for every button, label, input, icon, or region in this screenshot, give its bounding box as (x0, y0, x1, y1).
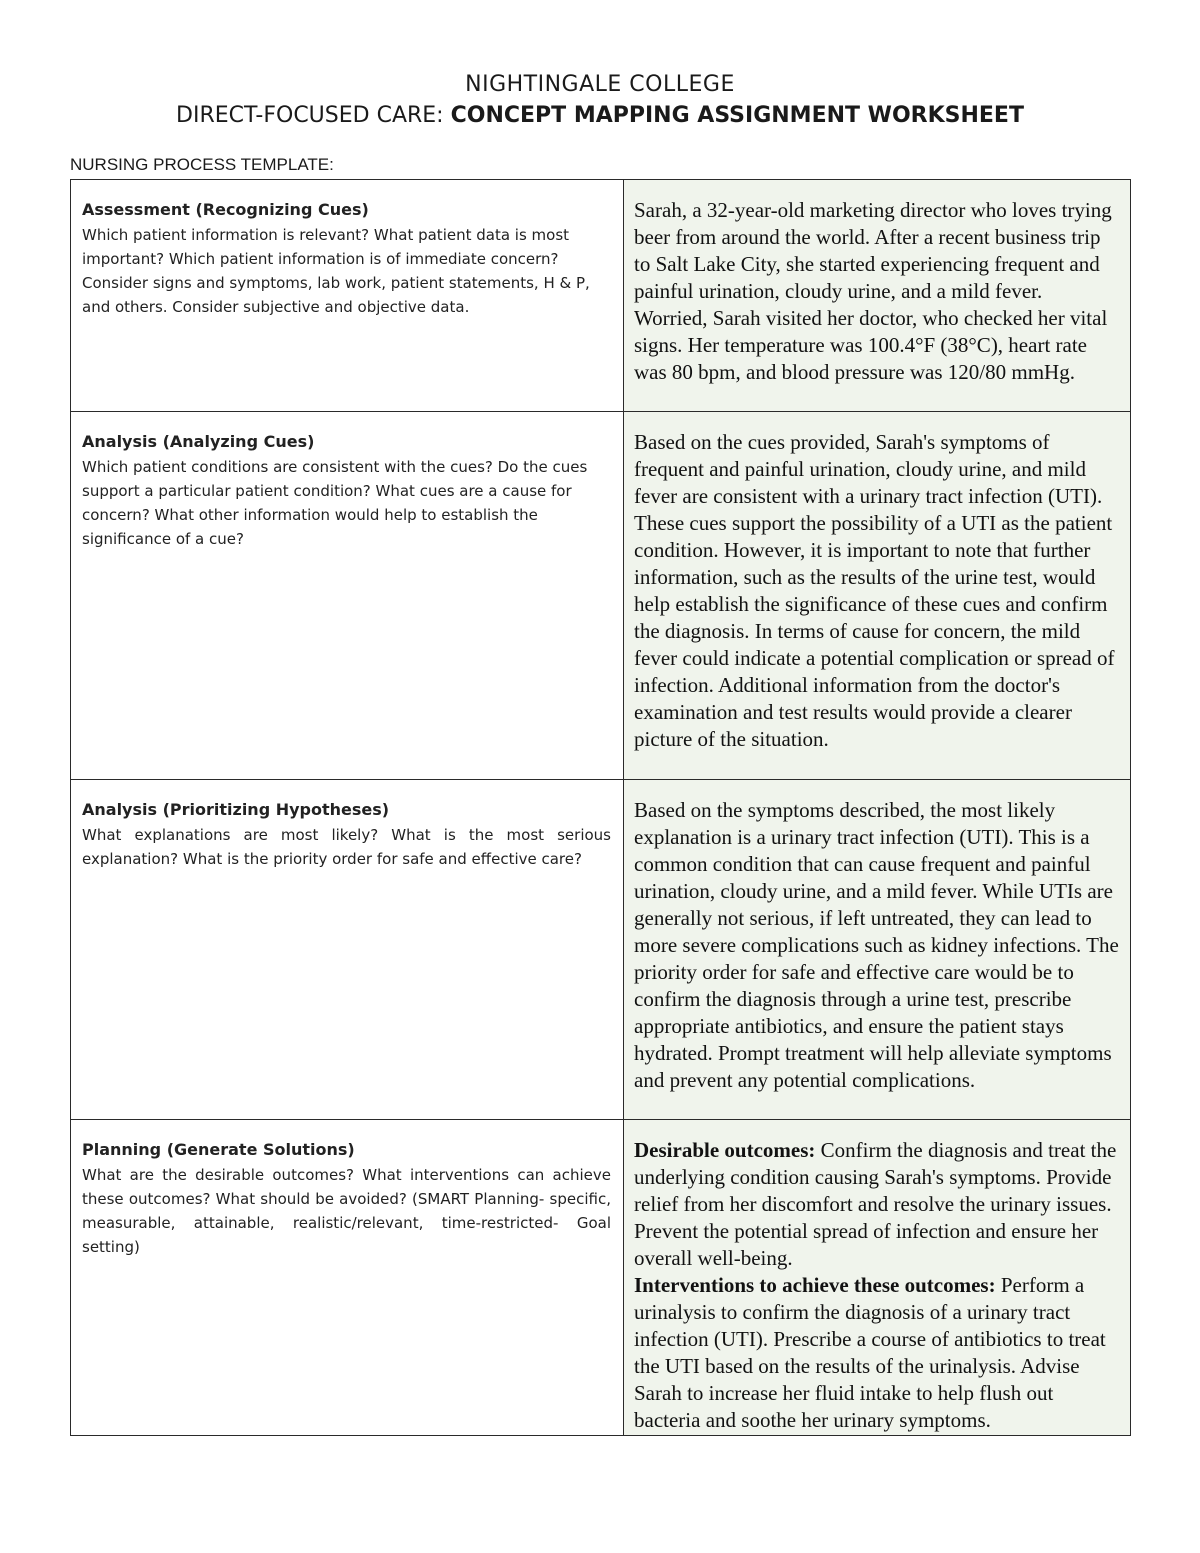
worksheet-title (0, 100, 1200, 132)
interventions-text: Perform a urinalysis to confirm the diagnosis of a urinary tract infection (UTI). Prescribe a course of antibiotics to treat the UTI based on the results of the urinalysis. Advise Sarah to increase her fluid intake to help flush out bacteria and soothe her urinary symptoms. (634, 1273, 1106, 1432)
document-header (0, 70, 1200, 132)
row-answer: Based on the symptoms described, the most likely explanation is a urinary tract infection (UTI). This is a common condition that can cause frequent and painful urination, cloudy urine, and a mild fever. While UTIs are generally not serious, if left untreated, they can lead to more severe complications such as kidney infections. The priority order for safe and effective care would be to confirm the diagnosis through a urine test, prescribe appropriate antibiotics, and ensure the patient stays hydrated. Prompt treatment will help alleviate symptoms and prevent any potential complications. (634, 798, 1119, 1092)
table-row-planning (71, 1120, 1131, 1436)
nursing-process-table (70, 179, 1131, 1436)
prompt-cell (71, 780, 624, 1120)
desirable-outcomes-text: Confirm the diagnosis and treat the underlying condition causing Sarah's symptoms. Provide relief from her discomfort and resolve the urinary issues. Prevent the potential spread of infection and ensure her overall well-being. (634, 1138, 1117, 1270)
answer-cell (624, 412, 1131, 780)
row-prompt: Which patient information is relevant? What patient data is most important? Which patient information is of immediate concern? Consider signs and symptoms, lab work, patient statements, H & P, and others. Consider subjective and objective data. (82, 226, 590, 316)
assignment-name: CONCEPT MAPPING ASSIGNMENT WORKSHEET (450, 103, 1024, 128)
answer-cell (624, 780, 1131, 1120)
row-answer (634, 1137, 1120, 1434)
row-prompt: What explanations are most likely? What is the most serious explanation? What is the priority order for safe and effective care? (82, 826, 611, 868)
answer-cell (624, 1120, 1131, 1436)
row-title: Analysis (Analyzing Cues) (82, 432, 315, 451)
row-prompt: What are the desirable outcomes? What interventions can achieve these outcomes? What should be avoided? (SMART Planning- specific, measurable, attainable, realistic/relevant, time-restricted- Goal setting) (82, 1166, 611, 1256)
prompt-cell (71, 1120, 624, 1436)
prompt-cell (71, 180, 624, 412)
table-row-analyzing-cues (71, 412, 1131, 780)
table-row-assessment (71, 180, 1131, 412)
prompt-cell (71, 412, 624, 780)
college-name: NIGHTINGALE COLLEGE (465, 72, 735, 97)
table-row-prioritizing-hypotheses (71, 780, 1131, 1120)
row-prompt: Which patient conditions are consistent with the cues? Do the cues support a particular patient condition? What cues are a cause for concern? What other information would help to establish the significance of a cue? (82, 458, 588, 548)
answer-cell (624, 180, 1131, 412)
template-label: NURSING PROCESS TEMPLATE: (70, 155, 334, 174)
row-title: Assessment (Recognizing Cues) (82, 200, 369, 219)
desirable-outcomes-label: Desirable outcomes: (634, 1138, 816, 1162)
interventions-label: Interventions to achieve these outcomes: (634, 1273, 996, 1297)
row-title: Planning (Generate Solutions) (82, 1140, 355, 1159)
course-prefix: DIRECT-FOCUSED CARE: (176, 103, 444, 128)
row-title: Analysis (Prioritizing Hypotheses) (82, 800, 390, 819)
row-answer: Sarah, a 32-year-old marketing director who loves trying beer from around the world. After a recent business trip to Salt Lake City, she started experiencing frequent and painful urination, cloudy urine, and a mild fever. Worried, Sarah visited her doctor, who checked her vital signs. Her temperature was 100.4°F (38°C), heart rate was 80 bpm, and blood pressure was 120/80 mmHg. (634, 198, 1112, 384)
row-answer: Based on the cues provided, Sarah's symptoms of frequent and painful urination, cloudy urine, and mild fever are consistent with a urinary tract infection (UTI). These cues support the possibility of a UTI as the patient condition. However, it is important to note that further information, such as the results of the urine test, would help establish the significance of these cues and confirm the diagnosis. In terms of cause for concern, the mild fever could indicate a potential complication or spread of infection. Additional information from the doctor's examination and test results would provide a clearer picture of the situation. (634, 430, 1115, 751)
